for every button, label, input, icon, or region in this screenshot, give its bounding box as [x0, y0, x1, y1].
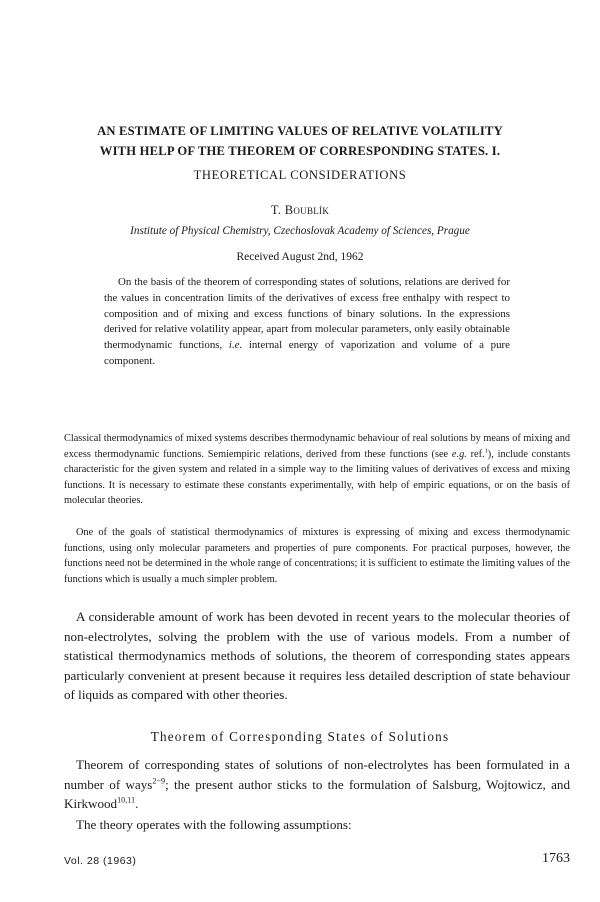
citation-ref: 2−9 [152, 776, 166, 786]
intro-p1-text-c: ), include constants characteristic for the given system and related in a simple way to the limiting values of derivatives of excess and mixing functions. It is necessary to estimate these constants experimentally, with help of empiric equations, or on the basis of molecular theories. [64, 448, 570, 506]
author-name: Boublík [284, 203, 330, 217]
affiliation: Institute of Physical Chemistry, Czechoslovak Academy of Sciences, Prague [130, 225, 470, 237]
abstract-text-2: internal energy of vaporization and volume of a pure component. [104, 339, 510, 367]
intro-p1-text-a: Classical thermodynamics of mixed systems describes thermodynamic behaviour of real solutions by means of mixing and excess thermodynamic functions. Semiempiric relations, derived from these functions (see [64, 433, 570, 460]
title-line-3: THEORETICAL CONSIDERATIONS [193, 168, 407, 182]
title-line-2: WITH HELP OF THE THEOREM OF CORRESPONDING STATES. I. [99, 144, 501, 158]
intro-p1-eg: e.g. [451, 448, 467, 460]
author [0, 203, 600, 218]
body-paragraph-2 [64, 755, 570, 814]
footer-volume: Vol. 28 (1963) [64, 855, 137, 867]
body-p2-text-b: ; the present author sticks to the formulation of Salsburg, Wojtowicz, and Kirkwood [64, 776, 570, 811]
title-line-1: AN ESTIMATE OF LIMITING VALUES OF RELATIVE VOLATILITY [97, 124, 503, 138]
abstract [104, 275, 510, 370]
received-date: Received August 2nd, 1962 [236, 251, 364, 263]
body-p2-text-a: Theorem of corresponding states of solutions of non-electrolytes has been formulated in a number of ways [64, 757, 570, 792]
abstract-ie: i.e. [228, 339, 243, 352]
author-initial: T. [270, 203, 282, 217]
body-paragraph-3: The theory operates with the following assumptions: [76, 817, 352, 832]
body-p2-text-c: . [135, 796, 139, 811]
intro-paragraph-2: One of the goals of statistical thermodynamics of mixtures is expressing of mixing and excess thermodynamic functions, using only molecular parameters and properties of pure components. For practical purposes, however, the functions need not be determined in the whole range of concentrations; it is sufficient to estimate the limiting values of the functions which is usually a much simpler problem. [64, 527, 570, 585]
abstract-text-1: On the basis of the theorem of corresponding states of solutions, relations are derived for the values in concentration limits of the derivatives of excess free enthalpy with respect to composition and of mixing and excess functions of binary solutions. In the expressions derived for relative volatility appear, apart from molecular parameters, only easily obtainable thermodynamic functions, [104, 276, 510, 352]
citation-ref: 1 [484, 447, 488, 455]
body-paragraph-1: A considerable amount of work has been devoted in recent years to the molecular theories of non-electrolytes, solving the problem with the use of various models. From a number of statistical thermodynamics methods of solutions, the theorem of corresponding states appears particularly convenient at present because it requires less detailed description of state behaviour of liquids as compared with other theories. [64, 609, 570, 702]
citation-ref: 10,11 [117, 795, 136, 805]
intro-p1-text-b: ref. [466, 448, 485, 460]
section-heading: Theorem of Corresponding States of Solutions [150, 729, 450, 744]
footer-page-number: 1763 [542, 851, 570, 866]
intro-paragraph-1 [64, 431, 570, 509]
